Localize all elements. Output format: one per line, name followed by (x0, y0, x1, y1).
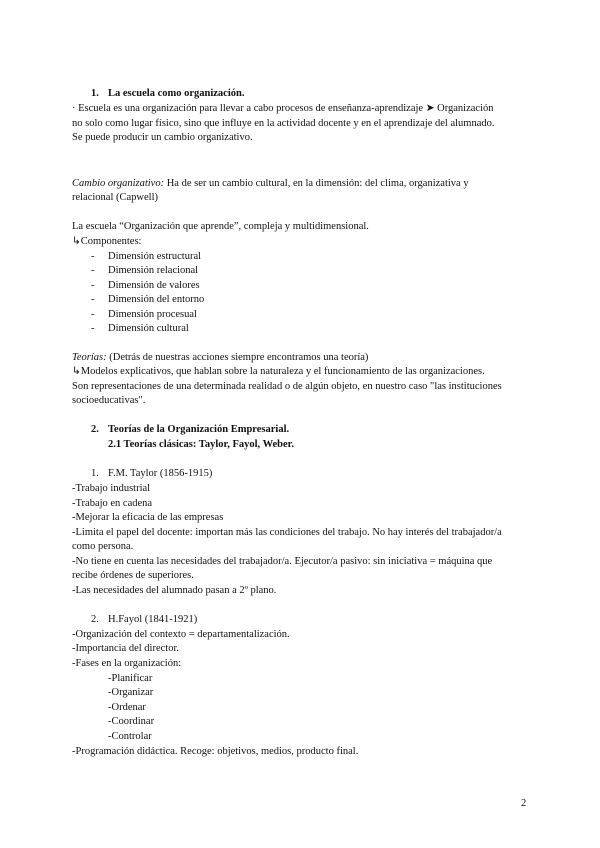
dash-marker: - (91, 323, 95, 334)
componentes-label: ↳Componentes: (72, 236, 142, 247)
dash-marker: - (91, 294, 95, 305)
teorias-line-3: Son representaciones de una determinada realidad o de algún objeto, en nuestro caso "las instituciones (72, 381, 502, 392)
fayol-line: -Importancia del director. (72, 643, 179, 654)
section2-number: 2. (91, 424, 99, 435)
fase-item: -Organizar (108, 687, 154, 698)
teorias-label: Teorías: (72, 352, 107, 363)
teorias-line-4: socioeducativas". (72, 395, 146, 406)
teorias-text: (Detrás de nuestras acciones siempre encontramos una teoría) (109, 352, 369, 363)
taylor-line: como persona. (72, 541, 134, 552)
taylor-number: 1. (91, 468, 99, 479)
taylor-line: -Las necesidades del alumnado pasan a 2º plano. (72, 585, 277, 596)
section1-line-2: no solo como lugar físico, sino que influye en la actividad docente y en el aprendizaje del alumnado. (72, 118, 495, 129)
cambio-text-2: relacional (Capwell) (72, 192, 158, 203)
taylor-line: -Limita el papel del docente: importan más las condiciones del trabajo. No hay interés del trabajador/a (72, 527, 502, 538)
fase-item: -Coordinar (108, 716, 155, 727)
fayol-number: 2. (91, 614, 99, 625)
cambio-text-1: Ha de ser un cambio cultural, en la dimensión: del clima, organizativa y (166, 178, 469, 189)
fase-item: -Controlar (108, 731, 152, 742)
taylor-line: -Mejorar la eficacia de las empresas (72, 512, 224, 523)
section1-line-1: · Escuela es una organización para llevar a cabo procesos de enseñanza-aprendizaje ➤ Organización (72, 103, 494, 114)
section1-title: La escuela como organización. (108, 88, 245, 99)
teorias-line-2: ↳Modelos explicativos, que hablan sobre la naturaleza y el funcionamiento de las organizaciones. (72, 366, 485, 377)
dimension-item: Dimensión cultural (108, 323, 189, 334)
fase-item: -Planificar (108, 673, 153, 684)
section1-line-3: Se puede producir un cambio organizativo. (72, 132, 253, 143)
dash-marker: - (91, 309, 95, 320)
dimension-item: Dimensión procesual (108, 309, 197, 320)
taylor-line: recibe órdenes de superiores. (72, 570, 194, 581)
taylor-title: F.M. Taylor (1856-1915) (108, 468, 213, 479)
dash-marker: - (91, 265, 95, 276)
teorias-paragraph (72, 351, 368, 365)
fayol-line: -Organización del contexto = departamentalización. (72, 629, 290, 640)
cambio-label: Cambio organizativo: (72, 178, 165, 189)
taylor-line: -Trabajo en cadena (72, 498, 153, 509)
dash-marker: - (91, 280, 95, 291)
fayol-line: -Fases en la organización: (72, 658, 182, 669)
fayol-last-line: -Programación didáctica. Recoge: objetivos, medios, producto final. (72, 746, 359, 757)
taylor-line: -Trabajo industrial (72, 483, 151, 494)
cambio-paragraph (72, 177, 469, 191)
dimension-item: Dimensión estructural (108, 251, 202, 262)
taylor-line: -No tiene en cuenta las necesidades del trabajador/a. Ejecutor/a pasivo: sin iniciativa = máquina que (72, 556, 493, 567)
dash-marker: - (91, 251, 95, 262)
section2-subtitle: 2.1 Teorías clásicas: Taylor, Fayol, Weber. (108, 439, 295, 450)
dimension-item: Dimensión relacional (108, 265, 199, 276)
fayol-title: H.Fayol (1841-1921) (108, 614, 198, 625)
section2-title: Teorías de la Organización Empresarial. (108, 424, 290, 435)
escuela-line: La escuela “Organización que aprende”, compleja y multidimensional. (72, 221, 369, 232)
page-number: 2 (521, 798, 527, 809)
dimension-item: Dimensión de valores (108, 280, 200, 291)
section1-number: 1. (91, 88, 99, 99)
fase-item: -Ordenar (108, 702, 146, 713)
dimension-item: Dimensión del entorno (108, 294, 205, 305)
